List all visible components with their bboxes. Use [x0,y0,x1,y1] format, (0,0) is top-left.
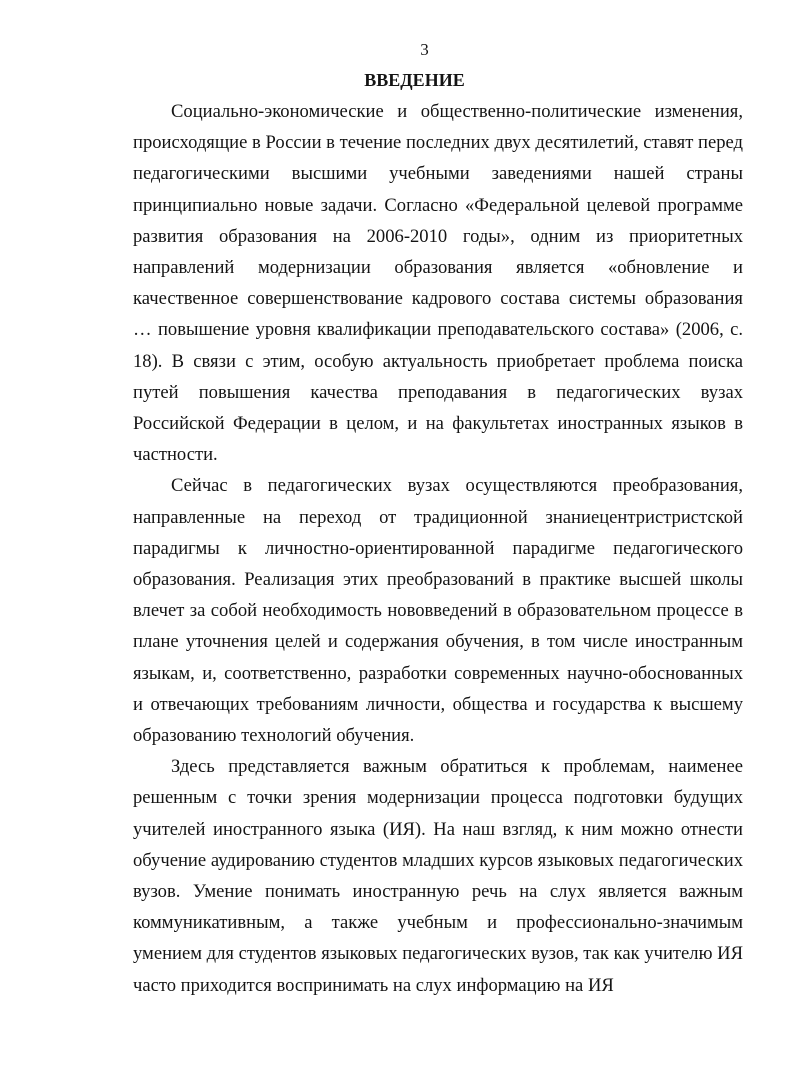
paragraph-3: Здесь представляется важным обратиться к проблемам, наименее решенным с точки зрения модернизации процесса подготовки будущих учителей иностранного языка (ИЯ). На наш взгляд, к ним можно отнести обучение аудированию студентов младших курсов языковых педагогических вузов. Умение понимать иностранную речь на слух является важным коммуникативным, а также учебным и профессионально-значимым умением для студентов языковых педагогических вузов, так как учителю ИЯ часто приходится воспринимать на слух информацию на ИЯ [133,756,743,996]
section-heading: ВВЕДЕНИЕ [364,70,465,90]
paragraph-1: Социально-экономические и общественно-политические изменения, происходящие в России в течение последних двух десятилетий, ставят перед педагогическими высшими учебными заведениями нашей страны принципиально новые задачи. Согласно «Федеральной целевой программе развития образования на 2006-2010 годы», одним из приоритетных направлений модернизации образования является «обновление и качественное совершенствование кадрового состава системы образования … повышение уровня квалификации преподавательского состава» (2006, с. 18). В связи с этим, особую актуальность приобретает проблема поиска путей повышения качества преподавания в педагогических вузах Российской Федерации в целом, и на факультетах иностранных языков в частности. [133,101,743,466]
body-text [133,96,743,1001]
page-number: 3 [420,40,429,59]
paragraph-2: Сейчас в педагогических вузах осуществляются преобразования, направленные на переход от традиционной знаниецентристристской парадигмы к личностно-ориентированной парадигме педагогического образования. Реализация этих преобразований в практике высшей школы влечет за собой необходимость нововведений в образовательном процессе в плане уточнения целей и содержания обучения, в том числе иностранным языкам, и, соответственно, разработки современных научно-обоснованных и отвечающих требованиям личности, общества и государства к высшему образованию технологий обучения. [133,475,743,747]
